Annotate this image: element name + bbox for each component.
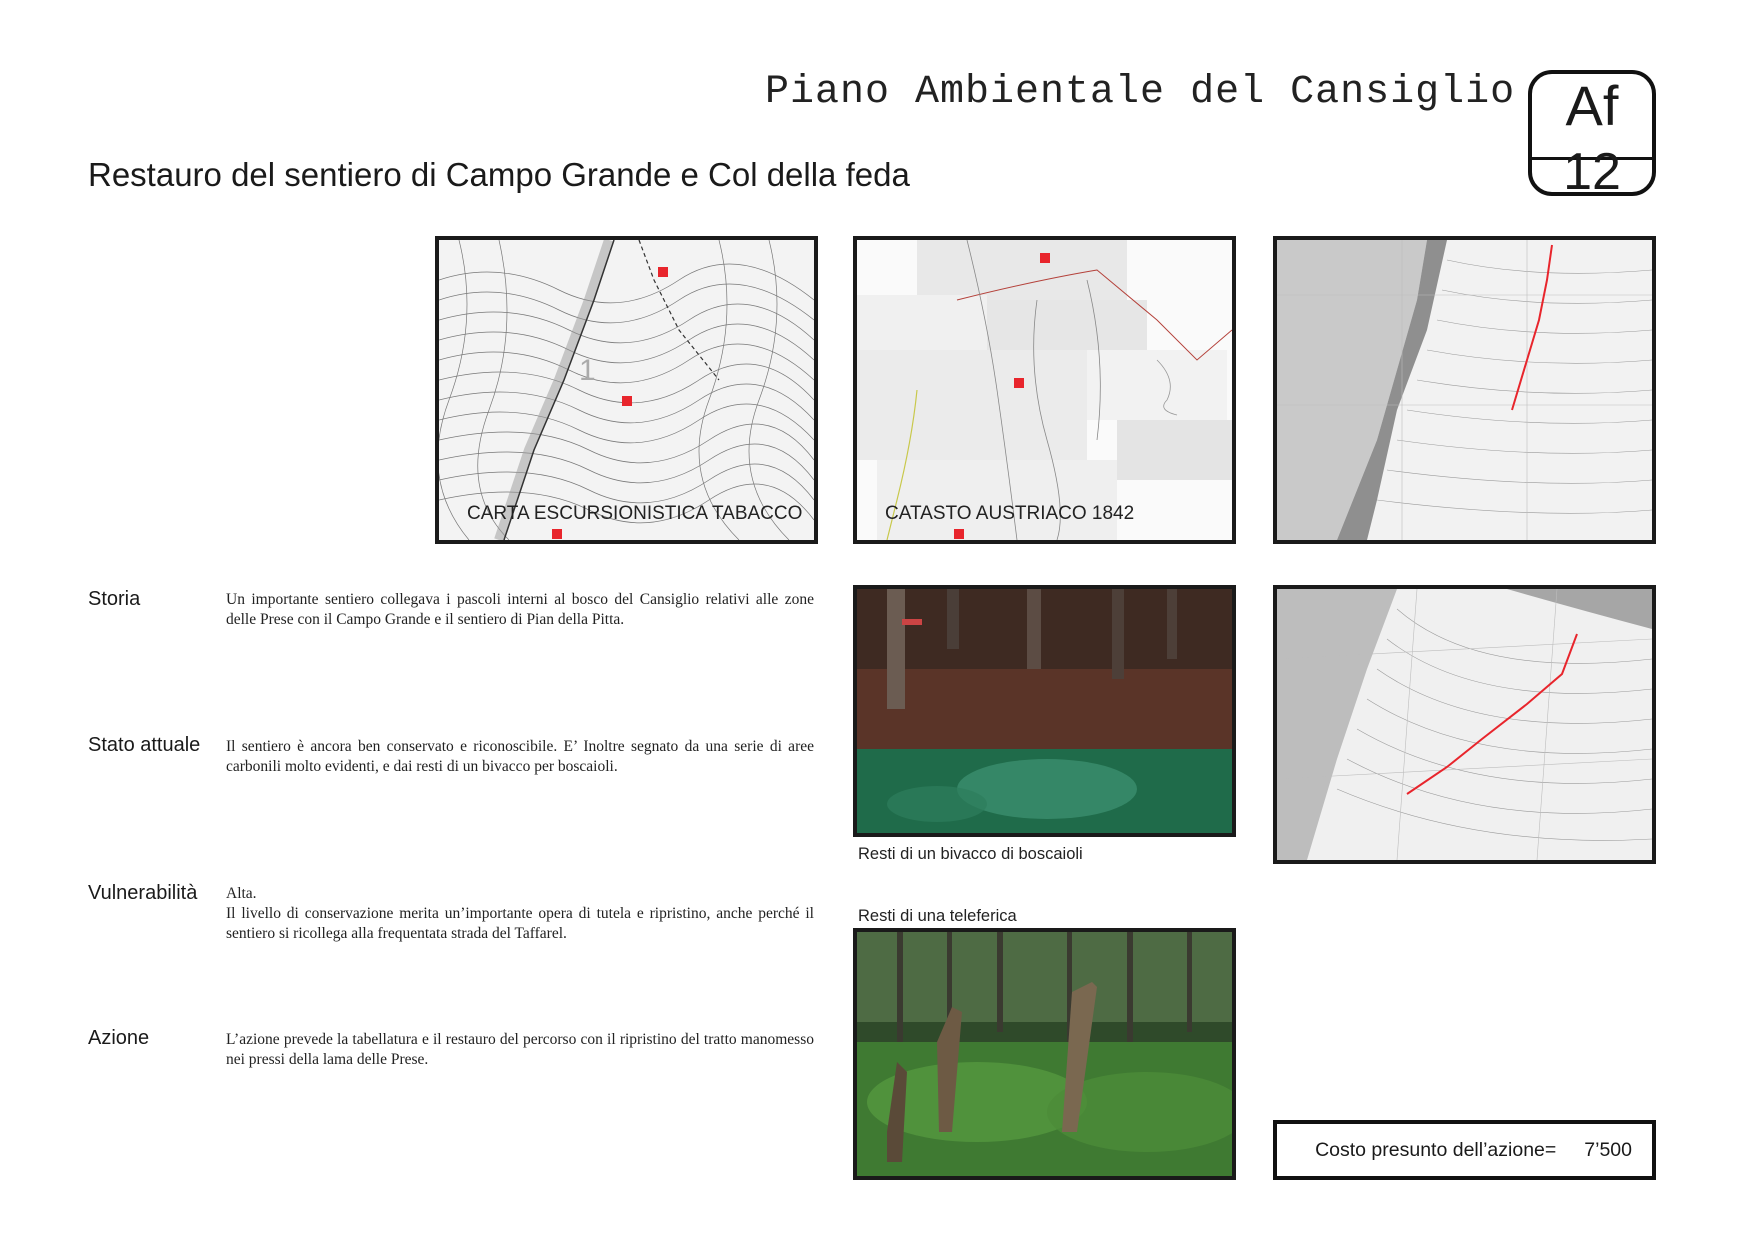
section-label-stato-attuale: Stato attuale <box>88 734 201 756</box>
page-title: Restauro del sentiero di Campo Grande e Col della feda <box>88 156 910 193</box>
section-label-storia: Storia <box>88 588 141 610</box>
sheet-code-badge <box>1528 70 1656 201</box>
section-label-azione: Azione <box>88 1027 150 1049</box>
section-text-vulnerabilita-line-1: Alta. <box>226 885 257 902</box>
section-text-azione-line: L’azione prevede la tabellatura e il restauro del percorso con il ripristino del tratto manomesso nei pressi della lama delle Prese. <box>226 1031 814 1068</box>
document-title: Piano Ambientale del Cansiglio <box>765 70 1516 115</box>
section-text-storia <box>226 590 814 630</box>
photo-bivacco <box>853 585 1236 837</box>
sheet-code-number: 12 <box>1563 143 1621 201</box>
map-relief-1-graphic <box>1277 240 1652 540</box>
caption-teleferica: Resti di una teleferica <box>858 907 1017 925</box>
section-text-vulnerabilita-line-2: Il livello di conservazione merita un’importante opera di tutela e ripristino, anche perché il sentiero si ricollega alla frequentata strada del Taffarel. <box>226 905 814 942</box>
cost-label: Costo presunto dell’azione= <box>1315 1138 1557 1161</box>
map-tabacco <box>435 236 818 544</box>
section-text-stato-attuale-line: Il sentiero è ancora ben conservato e riconoscibile. E’ Inoltre segnato da una serie di aree carbonili molto evidenti, e dai resti di un bivacco per boscaioli. <box>226 738 814 775</box>
section-text-storia-line: Un importante sentiero collegava i pascoli interni al bosco del Cansiglio relativi alle zone delle Prese con il Campo Grande e il sentiero di Pian della Pitta. <box>226 591 814 628</box>
map-catasto-label: CATASTO AUSTRIACO 1842 <box>885 503 1135 524</box>
section-label-vulnerabilita: Vulnerabilità <box>88 882 198 904</box>
cost-box <box>1273 1120 1656 1180</box>
photo-teleferica-graphic <box>857 932 1232 1176</box>
section-text-vulnerabilita <box>226 884 814 944</box>
caption-bivacco: Resti di un bivacco di boscaioli <box>858 845 1083 863</box>
svg-text:1: 1 <box>579 354 596 387</box>
map-topographic-relief-1 <box>1273 236 1656 544</box>
sheet-code-letters: Af <box>1565 74 1619 137</box>
map-topographic-relief-2 <box>1273 585 1656 864</box>
photo-teleferica <box>853 928 1236 1180</box>
section-text-azione <box>226 1030 814 1070</box>
photo-bivacco-graphic <box>857 589 1232 833</box>
cost-value: 7’500 <box>1584 1138 1632 1161</box>
map-tabacco-label: CARTA ESCURSIONISTICA TABACCO <box>467 503 803 524</box>
map-catasto-graphic <box>857 240 1232 540</box>
map-tabacco-graphic <box>439 240 814 540</box>
map-relief-2-graphic <box>1277 589 1652 860</box>
map-catasto-austriaco <box>853 236 1236 544</box>
section-text-stato-attuale <box>226 737 814 777</box>
